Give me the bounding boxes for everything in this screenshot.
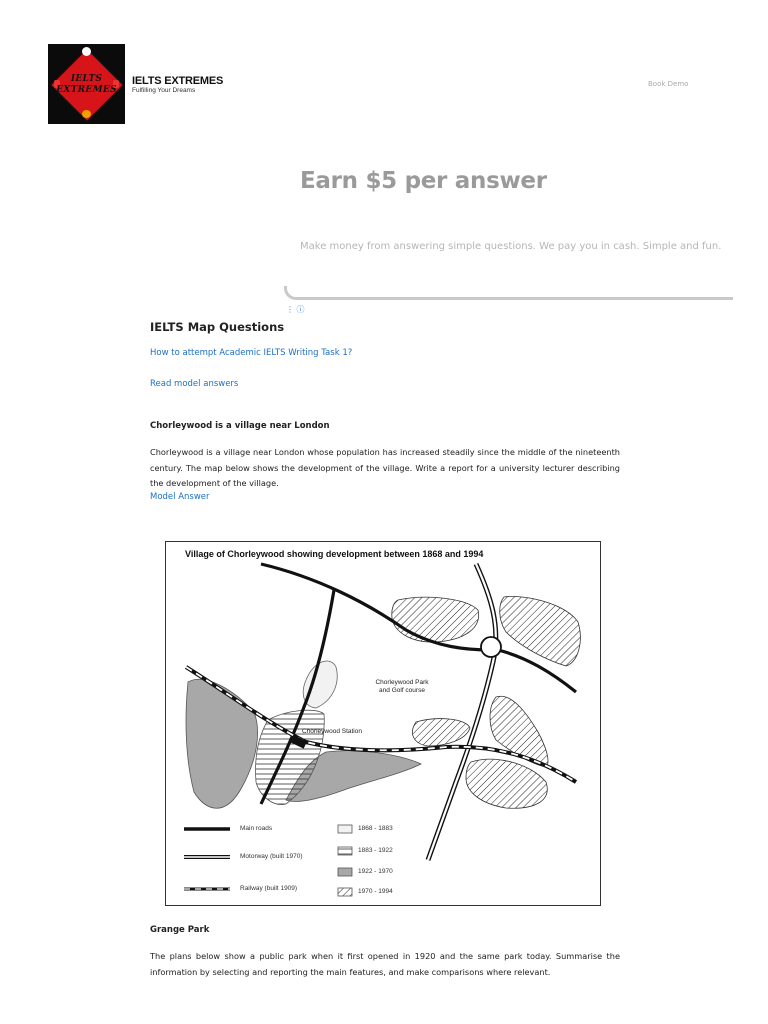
area-1970-1994-mid [412,719,470,746]
legend-railway: Railway (built 1909) [240,885,298,892]
map-label-station: Chorleywood Station [302,728,362,735]
question2-text: The plans below show a public park when it first opened in 1920 and the same park today. Summarise the information by selecting and reporting the main features, and make comparisons where relevant. [150,951,620,977]
brand-name[interactable]: IELTS EXTREMES [132,75,224,87]
map-label-park-line1: Chorleywood Park [375,679,429,686]
map-title: Village of Chorleywood showing development between 1868 and 1994 [185,549,484,559]
attempt-task1-link[interactable]: How to attempt Academic IELTS Writing Task 1? [150,348,353,358]
legend-period-4: 1970 - 1994 [358,888,393,895]
ad-choices-icon[interactable]: ⋮ ⓘ [286,305,305,314]
ad-frame [284,286,733,300]
legend-period-1: 1868 - 1883 [358,825,393,832]
legend-1883-swatch [338,847,352,855]
area-1922-1970-west [186,679,258,808]
logo-text-line2: EXTREMES [56,85,117,95]
page-heading: IELTS Map Questions [150,320,285,334]
book-demo-link[interactable]: Book Demo [648,80,689,88]
legend-1922-swatch [338,868,352,876]
roundabout [481,637,501,657]
legend-1868-swatch [338,825,352,833]
area-1970-1994-ne1 [392,597,479,642]
model-answers-link[interactable]: Read model answers [150,379,239,389]
question1-text: Chorleywood is a village near London whose population has increased steadily since the middle of the nineteenth century. The map below shows the development of the village. Write a report for a university lecturer describing the development of the village. [150,447,620,488]
legend-main-roads: Main roads [240,825,273,832]
legend-period-3: 1922 - 1970 [358,868,393,875]
ad-title[interactable]: Earn $5 per answer [300,168,547,194]
legend-1970-swatch [338,888,352,896]
logo-text-line1: IELTS [70,74,103,84]
brand-tagline: Fulfilling Your Dreams [132,87,196,94]
legend-motorway: Motorway (built 1970) [240,853,303,860]
question2-heading: Grange Park [150,925,210,935]
model-answer-link[interactable]: Model Answer [150,492,210,502]
area-1970-1994-se [466,759,547,808]
logo-bottom-icon [82,110,91,118]
chorleywood-map [165,541,601,906]
area-1868-1883 [303,661,337,708]
site-logo[interactable] [48,44,125,124]
logo-top-icon [82,47,91,56]
ad-text[interactable]: Make money from answering simple questions. We pay you in cash. Simple and fun. [300,241,722,252]
question1-heading: Chorleywood is a village near London [150,421,330,431]
legend-period-2: 1883 - 1922 [358,847,393,854]
map-label-park-line2: and Golf course [379,687,425,694]
